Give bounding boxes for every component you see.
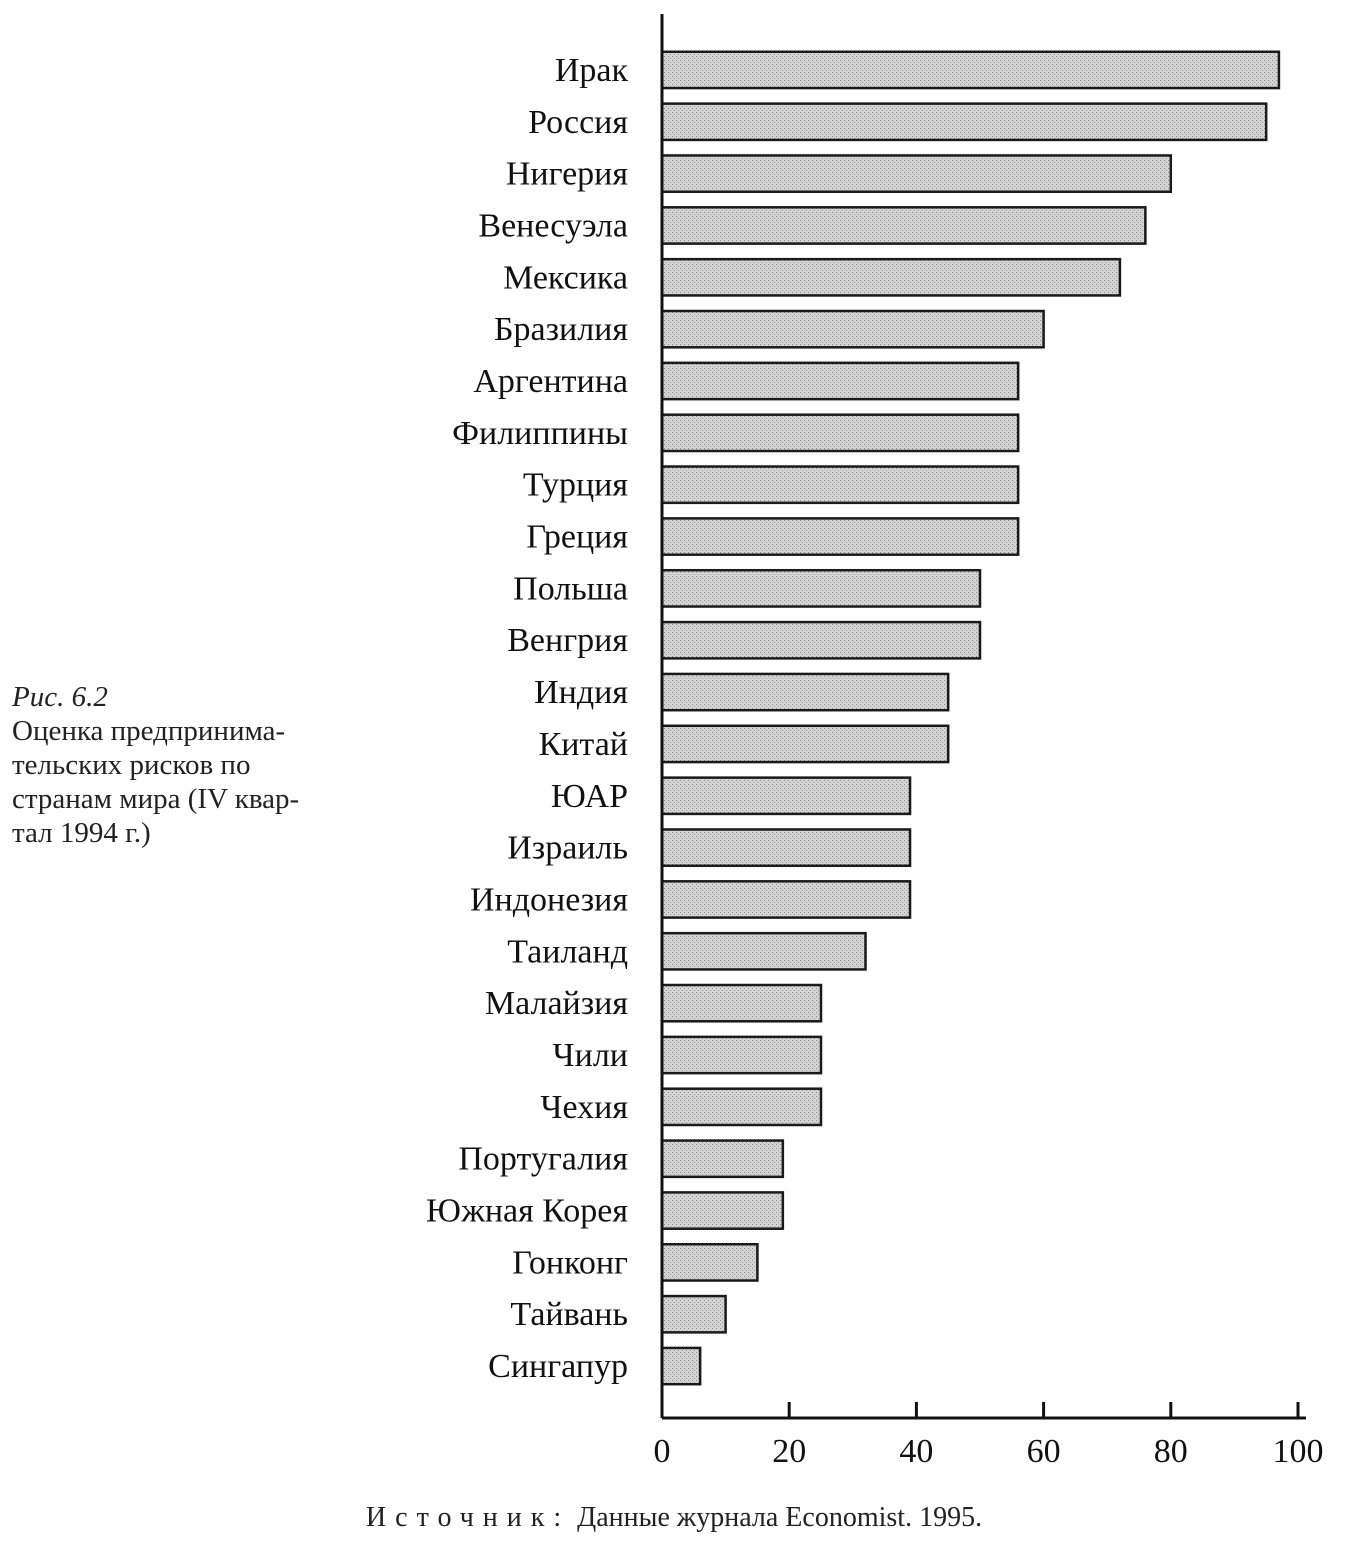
bar — [662, 570, 980, 606]
source-text: Данные журнала Economist. 1995. — [577, 1502, 983, 1533]
category-label-group — [426, 52, 628, 1385]
caption-line-3: странам мира (IV квар- — [12, 783, 300, 815]
bar — [662, 415, 1018, 451]
x-tick-label: 20 — [772, 1433, 807, 1470]
category-label: Сингапур — [488, 1348, 628, 1386]
category-label: Гонконг — [512, 1244, 628, 1282]
bar — [662, 207, 1145, 243]
bar — [662, 1244, 757, 1280]
bar — [662, 829, 910, 865]
category-label: Южная Корея — [426, 1192, 628, 1230]
category-label: Турция — [522, 466, 628, 504]
caption-line-4: тал 1994 г.) — [12, 817, 151, 849]
x-tick-label: 60 — [1026, 1433, 1061, 1470]
bar — [662, 52, 1279, 88]
bar — [662, 1037, 821, 1073]
category-label: Таиланд — [507, 933, 628, 971]
bar — [662, 311, 1044, 347]
bar — [662, 1348, 700, 1384]
category-label: Израиль — [507, 829, 628, 867]
category-label: Польша — [513, 570, 628, 608]
category-label: Ирак — [554, 51, 628, 89]
bar — [662, 155, 1171, 191]
bar — [662, 622, 980, 658]
source-note — [0, 1502, 1348, 1534]
bar — [662, 726, 948, 762]
category-label: Индонезия — [469, 881, 628, 919]
caption-line-1: Оценка предпринима- — [12, 715, 286, 747]
bar — [662, 104, 1266, 140]
category-label: Бразилия — [493, 311, 628, 349]
x-tick-label: 0 — [653, 1433, 671, 1470]
bar — [662, 674, 948, 710]
category-label: Тайвань — [510, 1296, 628, 1334]
category-label: Нигерия — [505, 155, 628, 193]
x-tick-label: 100 — [1272, 1433, 1324, 1470]
bar — [662, 518, 1018, 554]
bar — [662, 778, 910, 814]
category-label: Россия — [528, 103, 628, 141]
category-label: ЮАР — [550, 777, 628, 815]
bar — [662, 467, 1018, 503]
bar-group — [662, 52, 1279, 1384]
category-label: Индия — [534, 674, 628, 712]
category-label: Венесуэла — [478, 207, 628, 245]
bar — [662, 881, 910, 917]
category-label: Мексика — [503, 259, 628, 297]
source-label: Источник: — [365, 1502, 571, 1533]
bar — [662, 985, 821, 1021]
category-label: Португалия — [458, 1140, 628, 1178]
category-label: Чили — [552, 1037, 628, 1074]
figure-number: Рис. 6.2 — [12, 681, 108, 713]
category-label: Аргентина — [473, 363, 628, 400]
bar — [662, 1192, 783, 1228]
category-label: Китай — [538, 725, 628, 763]
bar — [662, 363, 1018, 399]
category-label: Венгрия — [507, 622, 628, 660]
category-label: Чехия — [540, 1088, 628, 1126]
category-label: Филиппины — [452, 414, 628, 452]
caption-line-2: тельских рисков по — [12, 749, 251, 781]
bar — [662, 259, 1120, 295]
x-tick-label: 40 — [899, 1433, 934, 1470]
bar — [662, 933, 866, 969]
bar — [662, 1089, 821, 1125]
x-tick-label: 80 — [1153, 1433, 1188, 1470]
category-label: Греция — [526, 518, 628, 556]
bar — [662, 1296, 726, 1332]
bar — [662, 1141, 783, 1177]
category-label: Малайзия — [484, 985, 628, 1023]
